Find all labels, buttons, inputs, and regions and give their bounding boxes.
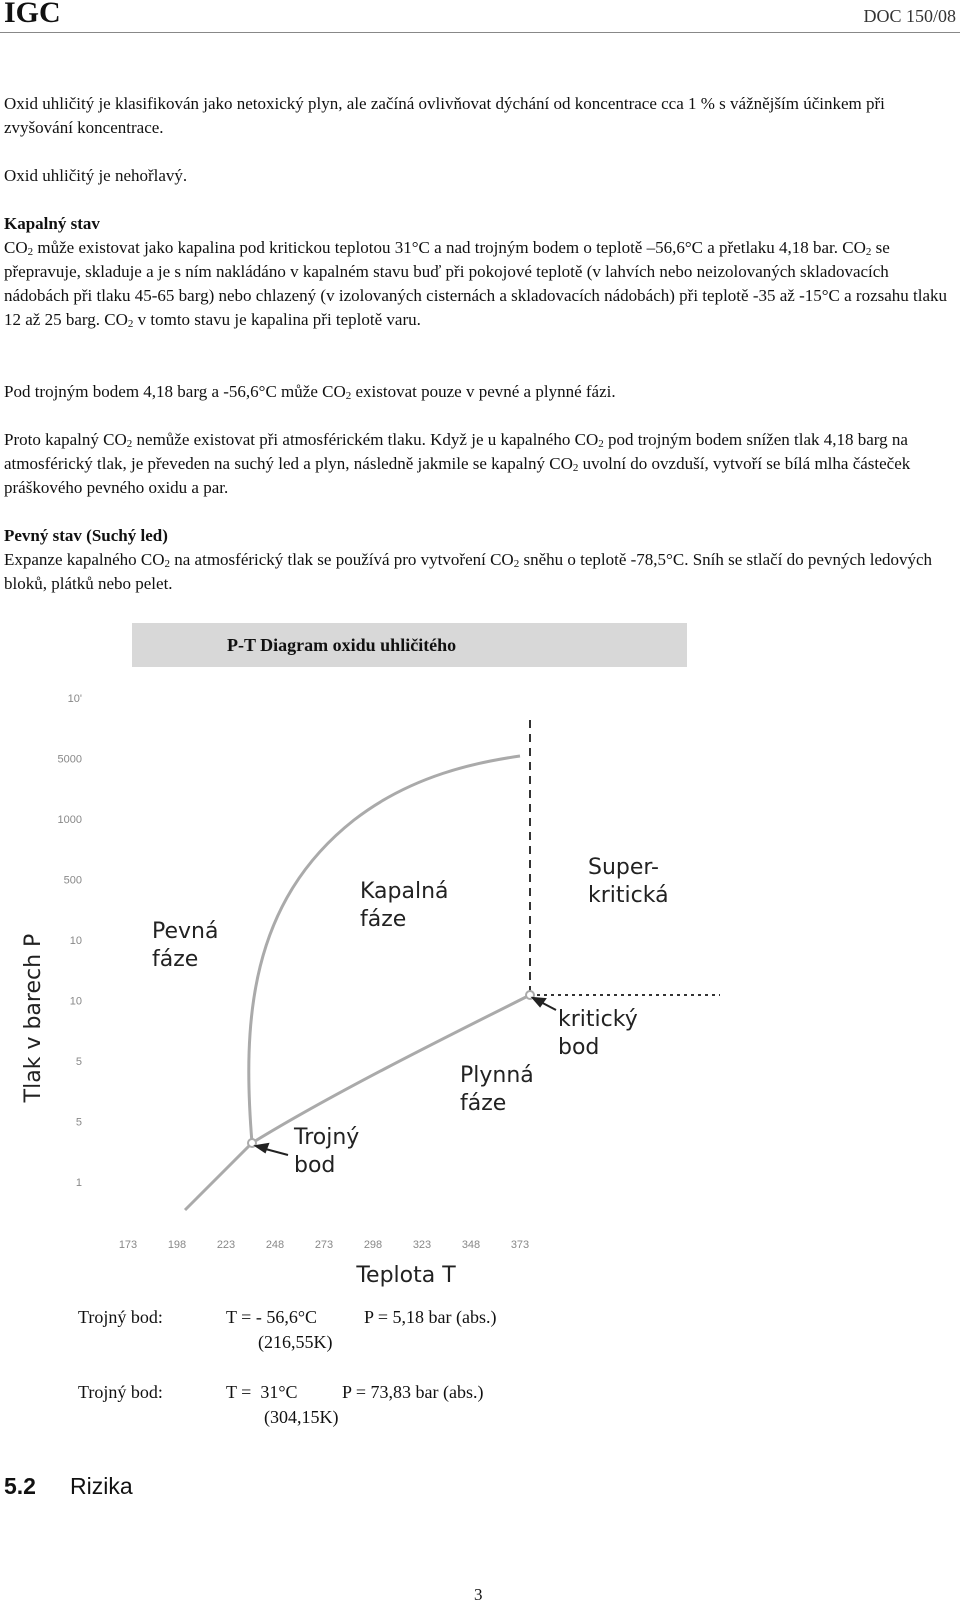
label-plynna-2: fáze (460, 1091, 507, 1116)
label-trojny-2: bod (294, 1153, 336, 1178)
x-tick-label: 323 (412, 1239, 432, 1251)
x-tick-label: 373 (510, 1239, 530, 1251)
label-kriticky-2: bod (558, 1035, 600, 1060)
y-tick-label: 5000 (57, 753, 82, 766)
diagram-title-box (132, 623, 687, 667)
triple-point-1-label: Trojný bod: (78, 1307, 163, 1327)
triple-point-2-pressure: P = 73,83 bar (abs.) (342, 1382, 484, 1402)
chart-bg (0, 690, 960, 1300)
liquid-text: $CO_2$ může existovat jako kapalina pod kritickou teplotou 31°C a nad trojným bodem o teplotě –56,6°C a přetlaku 4,18 bar. $CO_2$ se přepravuje, skladuje a je s ním nakládáno v kapalném stavu buď při pokojové teplotě (v lahvích nebo neizolovaných skladovacích nádobách při tlaku 45-65 barg) nebo chlazený (v izolovaných cisternách a skladovacích nádobách) při teplotě -35 až -15°C a rozsahu tlaku 12 až 25 barg. $CO_2$ v tomto stavu je kapalina při teplotě varu. (4, 238, 948, 330)
y-tick-label: 10 (69, 995, 82, 1008)
label-kriticky-1: kritický (558, 1007, 638, 1032)
x-tick-label: 173 (118, 1239, 138, 1251)
label-plynna-1: Plynná (460, 1063, 534, 1088)
x-tick-label: 273 (314, 1239, 334, 1251)
x-tick-labels (119, 1239, 529, 1251)
paragraph-toxicity: Oxid uhličitý je klasifikován jako netoxický plyn, ale začíná ovlivňovat dýchání od koncentrace cca 1 % s vážnějším účinkem při zvyšování koncentrace. (4, 94, 885, 137)
paragraph-nonflammable: Oxid uhličitý je nehořlavý. (4, 166, 188, 185)
section-title: Rizika (69, 1473, 133, 1499)
x-tick-label: 198 (167, 1239, 187, 1251)
label-super-2: kritická (588, 883, 669, 908)
triple-point-2-label: Trojný bod: (78, 1382, 163, 1402)
section-liquid (4, 212, 956, 332)
page-number: 3 (474, 1585, 483, 1604)
section-number: 5.2 (4, 1473, 36, 1499)
label-pevna-2: fáze (152, 947, 199, 972)
header-org: IGC (4, 0, 61, 29)
triple-point-2-temp: T = 31°C (226, 1382, 298, 1402)
x-tick-label: 298 (363, 1239, 383, 1251)
x-axis-label: Teplota T (356, 1263, 456, 1288)
paragraph-atmospheric: Proto kapalný $CO_2$ nemůže existovat při atmosférickém tlaku. Když je u kapalného $CO_2$ pod trojným bodem snížen tlak 4,18 barg na atmosférický tlak, je převeden na suchý led a plyn, následně jakmile se kapalný $CO_2$ uvolní do ovzduší, vytvoří se bílá mlha částeček práškového pevného oxidu a par. (4, 430, 911, 497)
header-doc-number: DOC 150/08 (863, 6, 956, 26)
triple-point-1-temp: T = - 56,6°C (226, 1307, 318, 1327)
y-tick-label: 1000 (57, 814, 82, 826)
y-tick-label: 5 (75, 1116, 82, 1129)
pt-diagram (0, 690, 960, 1300)
solid-text: Expanze kapalného $CO_2$ na atmosférický tlak se používá pro vytvoření $CO_2$ sněhu o teplotě -78,5°C. Sníh se stlačí do pevných ledových bloků, plátků nebo pelet. (4, 550, 933, 593)
x-tick-label: 248 (265, 1239, 285, 1251)
label-super-1: Super- (588, 855, 659, 880)
diagram-title: P-T Diagram oxidu uhličitého (227, 635, 457, 655)
liquid-heading: Kapalný stav (4, 214, 100, 233)
triple-point-1-pressure: P = 5,18 bar (abs.) (364, 1307, 497, 1327)
y-tick-label: 1 (75, 1177, 82, 1189)
page-header (0, 0, 960, 33)
y-tick-label: 10' (67, 693, 82, 705)
label-pevna-1: Pevná (152, 919, 219, 944)
label-trojny-1: Trojný (294, 1125, 360, 1150)
y-tick-label: 500 (63, 874, 82, 887)
solid-heading: Pevný stav (Suchý led) (4, 526, 168, 545)
y-axis-label: Tlak v barech P (21, 933, 46, 1103)
paragraph-triple-point: Pod trojným bodem 4,18 barg a -56,6°C může $CO_2$ existovat pouze v pevné a plynné fázi. (4, 382, 616, 402)
section-heading-risks (4, 1473, 133, 1500)
triple-point-2-kelvin: (304,15K) (264, 1407, 339, 1427)
x-tick-label: 348 (461, 1239, 481, 1251)
section-solid (4, 524, 956, 596)
y-tick-label: 5 (75, 1056, 82, 1068)
y-tick-label: 10 (69, 935, 82, 947)
triple-point-1-kelvin: (216,55K) (258, 1332, 333, 1352)
label-kapalna-2: fáze (360, 907, 407, 932)
label-kapalna-1: Kapalná (360, 879, 449, 904)
x-tick-label: 223 (216, 1239, 236, 1251)
